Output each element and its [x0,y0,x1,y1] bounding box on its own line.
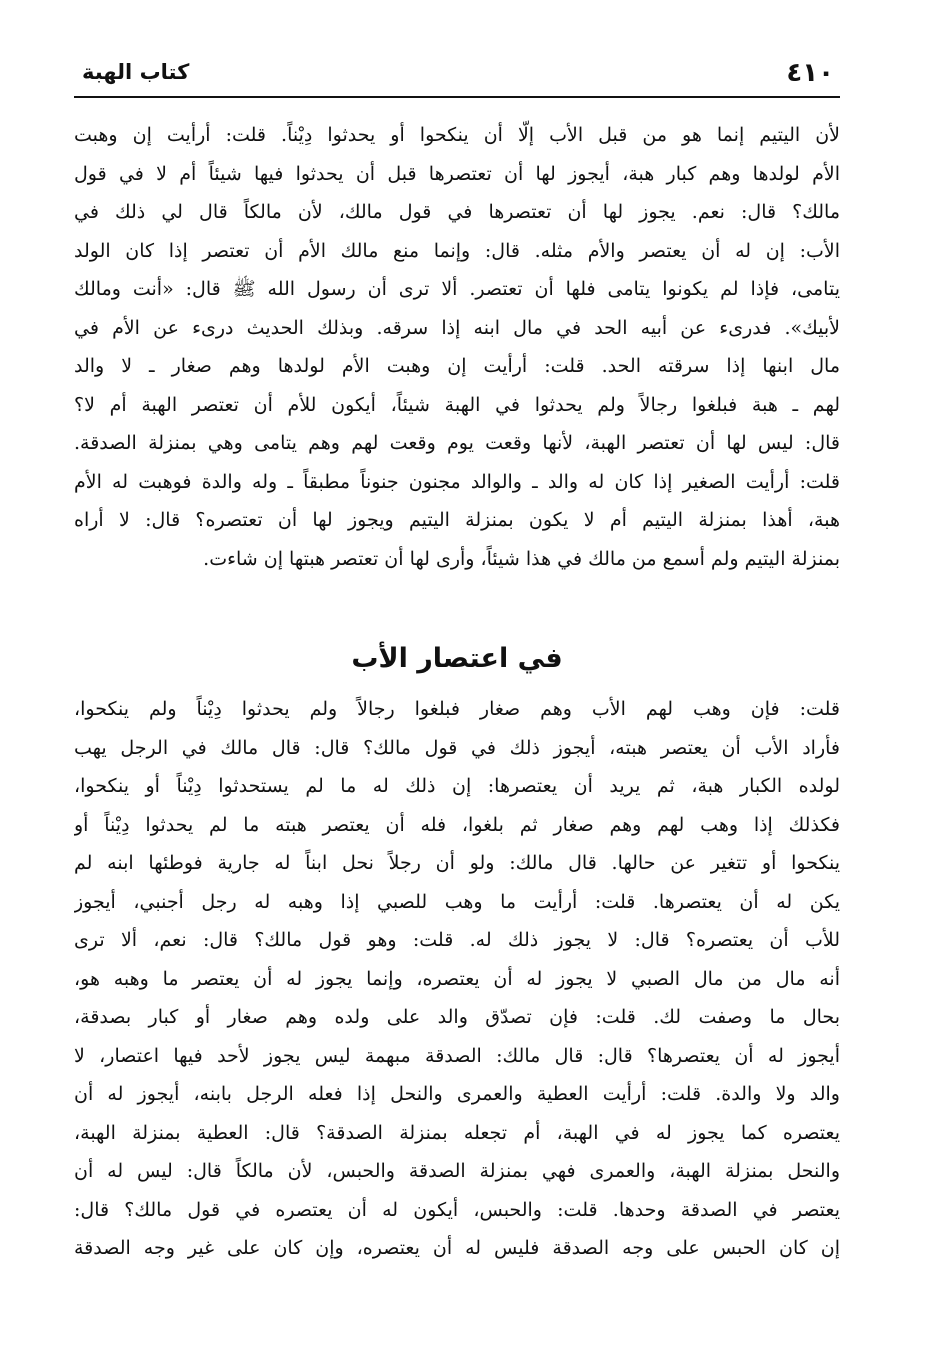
text-line: قال: ليس لها أن تعتصر الهبة، لأنها وقعت يوم وقعت لهم وهم يتامى وهي بمنزلة الصدقة. [74,432,840,454]
text-line: هبة، أهذا بمنزلة اليتيم أم لا يكون بمنزلة اليتيم ويجوز لها أن تعتصره؟ قال: لا أراه [74,509,840,531]
text-line: مال ابنها إذا سرقته الحد. قلت: أرأيت إن وهبت الأم لولدها وهم صغار ـ لا والد [74,355,840,377]
book-title: كتاب الهبة [82,60,190,84]
text-line: الأب: إن له أن يعتصر والأم مثله. قال: وإنما منع مالك الأم أن تعتصر إذا كان الولد [74,239,840,262]
text-line: بمنزلة اليتيم ولم أسمع من مالك في هذا شيئاً، وأرى لها أن تعتصر هبتها إن شاءت. [203,547,840,570]
page-number: ٤١٠ [786,58,834,88]
text-line: قلت: أرأيت الصغير إذا كان له والد ـ والوالد مجنون جنوناً مطبقاً ـ وله والدة فوهبت له الأم [74,470,840,493]
text-line: يكن له أن يعتصرها. قلت: أرأيت ما وهب للصبي إذا وهبه له رجل أجنبي، أيجوز [74,890,840,913]
text-line: للأب أن يعتصره؟ قال: لا يجوز ذلك له. قلت: وهو قول مالك؟ قال: نعم، ألا ترى [74,929,840,951]
book-page [74,52,840,1268]
text-line: أيجوز له أن يعتصرها؟ قال: قال مالك: الصدقة مبهمة ليس يجوز لأحد فيها اعتصار، لا [74,1044,840,1067]
text-line: ينكحوا أو تتغير عن حالها. قال مالك: ولو أن رجلاً نحل ابناً له جارية فوطئها ابنه لم [74,852,840,874]
text-line: إن كان الحبس على وجه الصدقة فليس له أن يعتصره، وإن كان على غير وجه الصدقة [74,1237,840,1259]
text-line: لهم ـ هبة فبلغوا رجالاً ولم يحدثوا في الهبة شيئاً، أيكون للأم أن تعتصر الهبة أم لا؟ [74,393,840,416]
text-line: والد ولا والدة. قلت: أرأيت العطية والعمرى والنحل إذا فعله الرجل بابنه، أيجوز له أن [74,1083,840,1105]
text-line: يعتصر في الصدقة وحدها. قلت: والحبس، أيكون له أن يعتصره في قول مالك؟ قال: [74,1198,840,1221]
text-line: لأبيك». فدرىء عن أبيه الحد في مال ابنه إذا سرقه. وبذلك الحديث درىء عن الأم في [74,316,840,339]
text-line: يتامى، فإذا لم يكونوا يتامى فلها أن تعتصر. ألا ترى أن رسول الله ﷺ قال: «أنت ومالك [74,278,840,300]
section-heading: في اعتصار الأب [351,643,563,674]
text-line: والنحل بمنزلة الهبة، والعمرى فهي بمنزلة الصدقة والحبس، لأن مالكاً قال: ليس له أن [74,1160,840,1182]
paragraph-2 [74,690,840,1268]
text-line: لولده الكبار هبة، ثم يريد أن يعتصرها: إن ذلك له ما لم يستحدثوا دِيْناً أو ينكحوا، [74,775,840,797]
text-line: فكذلك إذا وهب لهم وهم صغار ثم بلغوا، فله أن يعتصر هبته ما لم يحدثوا دِيْناً أو [74,813,840,836]
text-line: أنه مال من مال الصبي لا يجوز له أن يعتصره، وإنما يجوز له أن يعتصر ما وهبه هو، [74,967,840,990]
text-line: الأم لولدها وهم كبار هبة، أيجوز لها أن تعتصرها قبل أن يحدثوا فيها شيئاً أم لا في قول [74,162,840,185]
text-line: فأراد الأب أن يعتصر هبته، أيجوز ذلك في قول مالك؟ قال: قال مالك في الرجل يهب [74,736,840,759]
paragraph-1 [74,116,840,578]
text-line: بحال ما وصفت لك. قلت: فإن تصدّق والد على ولده وهم صغار أو كبار بصدقة، [74,1006,840,1028]
text-line: يعتصره كما يجوز له في الهبة، أم تجعله بمنزلة الصدقة؟ قال: العطية بمنزلة الهبة، [74,1121,840,1144]
text-line: قلت: فإن وهب لهم الأب وهم صغار فبلغوا رجالاً ولم يحدثوا دِيْناً ولم ينكحوا، [74,698,840,720]
text-line: لأن اليتيم إنما هو من قبل الأب إلّا أن ينكحوا أو يحدثوا دِيْناً. قلت: أرأيت إن وهبت [74,124,840,146]
text-line: مالك؟ قال: نعم. يجوز لها أن تعتصرها في قول مالك، لأن مالكاً قال لي ذلك في [74,201,840,223]
running-header [74,52,840,98]
